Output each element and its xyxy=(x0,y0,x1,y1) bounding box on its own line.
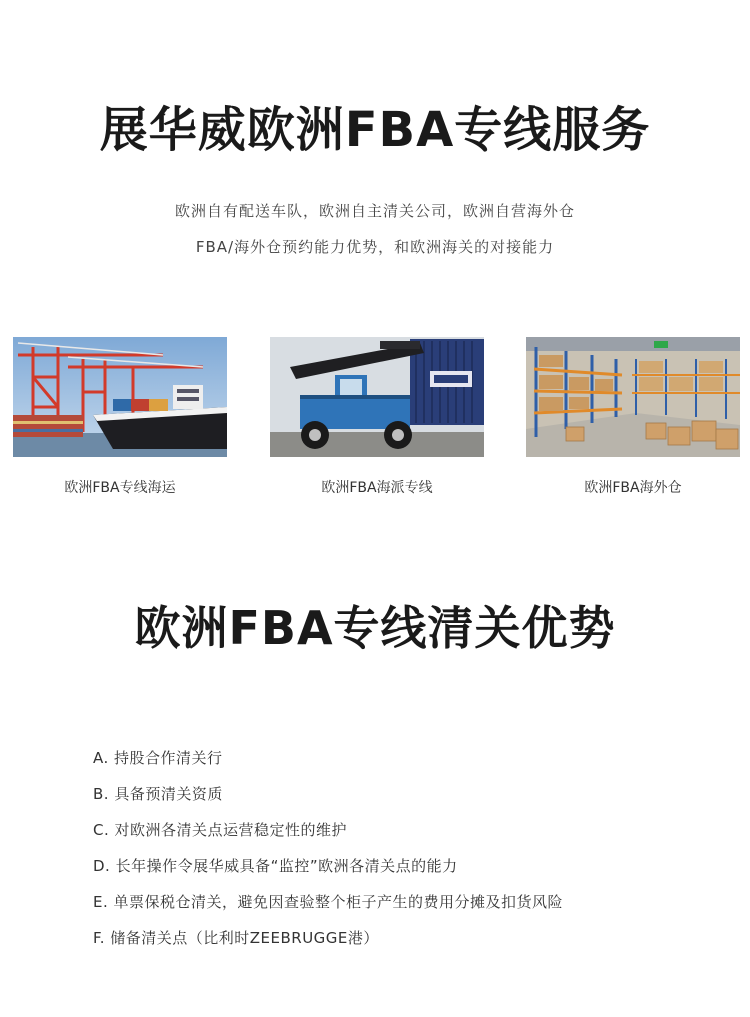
advantages-title: 欧洲FBA专线清关优势 xyxy=(134,601,616,655)
advantage-item: D. 长年操作令展华威具备“监控”欧洲各清关点的能力 xyxy=(93,857,458,875)
intro-line-2: FBA/海外仓预约能力优势，和欧洲海关的对接能力 xyxy=(195,238,555,256)
advantage-item: B. 具备预清关资质 xyxy=(93,785,223,803)
advantage-item: F. 储备清关点（比利时ZEEBRUGGE港） xyxy=(93,929,379,947)
service-title: 展华威欧洲FBA专线服务 xyxy=(99,102,651,158)
reach-stacker-image xyxy=(270,337,484,457)
service-card-overseas-warehouse xyxy=(526,337,740,497)
advantage-item: A. 持股合作清关行 xyxy=(93,749,223,767)
advantage-item: E. 单票保税仓清关，避免因查验整个柜子产生的费用分摊及扣货风险 xyxy=(93,893,564,911)
service-caption: 欧洲FBA专线海运 xyxy=(64,480,176,496)
advantage-item: C. 对欧洲各清关点运营稳定性的维护 xyxy=(93,821,348,839)
service-caption: 欧洲FBA海外仓 xyxy=(584,480,682,496)
service-caption: 欧洲FBA海派专线 xyxy=(321,480,433,496)
service-card-sea-freight xyxy=(13,337,227,497)
advantages-list xyxy=(93,745,563,961)
port-ship-image xyxy=(13,337,227,457)
service-card-sea-express xyxy=(270,337,484,497)
intro-line-1: 欧洲自有配送车队，欧洲自主清关公司，欧洲自营海外仓 xyxy=(174,202,575,220)
warehouse-image xyxy=(526,337,740,457)
